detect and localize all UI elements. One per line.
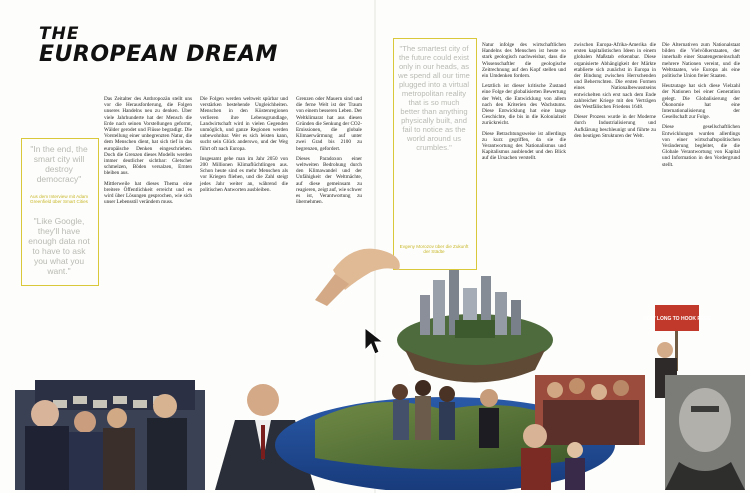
article-title: EUROPEAN DREAM [39,42,278,67]
right-crowd [521,375,645,490]
text-column-2 [200,96,288,197]
text-column-6 [662,42,740,172]
left-quote-attribution: Aus dem Interview mit Adam Greenfield über Smart Cities [29,194,89,205]
protest-sign-text: HOW LONG TO HOOK FREE [643,316,711,322]
island-city [397,270,553,383]
collage-illustration [15,200,745,490]
paragraph: Das Zeitalter des Anthropozän stellt uns vor die Herausforderung, die Folgen unseres Handelns neu zu denken. Über viele Jahrhunderte hat der Mensch die Erde nach seinen Vorstellungen geformt, Wälder gerodet und Flüsse begradigt. Die Vorstellung einer unbegrenzten Natur, die dem Menschen dient, hat sich tief in das europäische Denken eingeschrieben. Doch die Grenzen dieses Modells werden immer deutlicher sichtbar: Gletscher schmelzen, Böden versalzen, Ernten bleiben aus. [104,96,192,177]
paragraph: Letztlich ist dieser kritische Zustand eine Folge der globalisierten Bewertung der Welt, die Entwicklung von allem nach den Kriterien des Wachstums. Diese Entwicklung hat eine lange Geschichte, die bis in die Kolonialzeit zurückreicht. [482,83,566,127]
text-column-5 [574,42,656,143]
middle-quote-attribution: Evgeny Morozov über die Zukunft der Städte [399,244,469,255]
paragraph: Grenzen oder Mauern sind und die ferne Welt ist der Traum von einem besseren Leben. Der Weltklimarat hat aus diesen Gründen die Senkung der CO2-Emissionen, die globale Klimaerwärmung auf unter zwei Grad bis 2100 zu begrenzen, gefordert. [296,96,362,152]
paragraph: Diese Betrachtungsweise ist allerdings zu kurz gegriffen, da sie die Verantwortung des Nationalismus und Kapitalismus ausblendet und den Blick auf die Ursachen verstellt. [482,130,566,162]
left-quote-text-2: "Like Google, they'll have enough data not to have to ask you what you want." [28,216,90,276]
middle-quote-text: "The smartest city of the future could exist only in our heads, as we spend all our time plugged into a virtual metropolitan reality that is so much better than anything physically built, and fail to notice as the world around us crumbles." [398,44,470,152]
press-crowd [15,380,205,490]
cursor-icon [365,328,383,354]
paragraph: Insgesamt gehe man im Jahr 2050 von 200 Millionen Klimaflüchtlingen aus. Schon heute sind es mehr Menschen als vor Kriegen fliehen, und die Zahl steigt jedes Jahr weiter an, während die politischen Antworten ausbleiben. [200,155,288,193]
title-prefix: THE [39,24,80,44]
paragraph: Die Folgen werden weltweit spürbar und verstärken bestehende Ungleichheiten. Menschen in den Küstenregionen verlieren ihre Lebensgrundlage, Landwirtschaft wird in vielen Gegenden unmöglich, und ganze Regionen werden unbewohnbar. Wer es sich leisten kann, sucht sein Glück anderswo, und der Weg führt oft nach Europa. [200,96,288,152]
text-column-4 [482,42,566,166]
migrant-crowd [392,380,499,448]
paragraph: Die Alternativen zum Nationalstaat bilden die Vielvölkerstaaten, der innerhalb einer Staatengemeinschaft mehrere Nationen vereint, und die Weltstaaten, wie Europa als eine politische Union freier Staaten. [662,42,740,80]
text-column-3 [296,96,362,209]
reaching-hand [315,249,400,306]
paragraph: Dieser Prozess wurde in der Moderne durch Industrialisierung und Aufklärung beschleunigt und führte zu den heutigen Strukturen der Welt. [574,114,656,139]
text-column-1 [104,96,192,209]
paragraph: Diese gesellschaftlichen Entwicklungen wurden allerdings von einer wirtschaftspolitischen Veränderung begleitet, die die Globale Verantwortung von Kapital und Information in den Vordergrund stellt. [662,124,740,168]
paragraph: zwischen Europa-Afrika-Amerika die ersten kapitalistischen Ideen in einem globalen Maßstab erkennbar. Diese organisierte Abhängigkeit der Märkte etablierte sich zunächst in Europa in der Bindung zwischen Herrschenden und Beherrschten. Die ersten Formen eines Nationalbewusstseins entwickelten sich erst nach dem Ende zahlreicher Kriege mit den Verträgen des Westfälischen Friedens 1648. [574,42,656,111]
paragraph: Heutzutage hat sich diese Vielzahl der Nationen bei einer Generation gelegt. Die Globalisierung der Ökonomie hat eine Internationalisierung der Gesellschaft zur Folge. [662,83,740,121]
paragraph: Dieses Paradoxon einer weltweiten Bedrohung durch den Klimawandel und der Unfähigkeit der Weltmächte, auf diese gemeinsam zu reagieren, zeigt auf, wie schwer es ist, Verantwortung zu übernehmen. [296,155,362,206]
left-quote-text: "In the end, the smart city will destroy democracy" [30,144,88,184]
paragraph: Mittlerweile hat dieses Thema eine breitere Öffentlichkeit erreicht und es wird über Lösungen gesprochen, wie sich unser Lebensstil verändern muss. [104,180,192,206]
portrait-photo [665,375,745,490]
paragraph: Natur infolge des wirtschaftlichen Handelns des Menschen ist heute so stark geologisch nachweisbar, dass die Wissenschaftler die geologische Zeitrechnung auf den Kopf stellen und ein Umdenken fordern. [482,42,566,80]
